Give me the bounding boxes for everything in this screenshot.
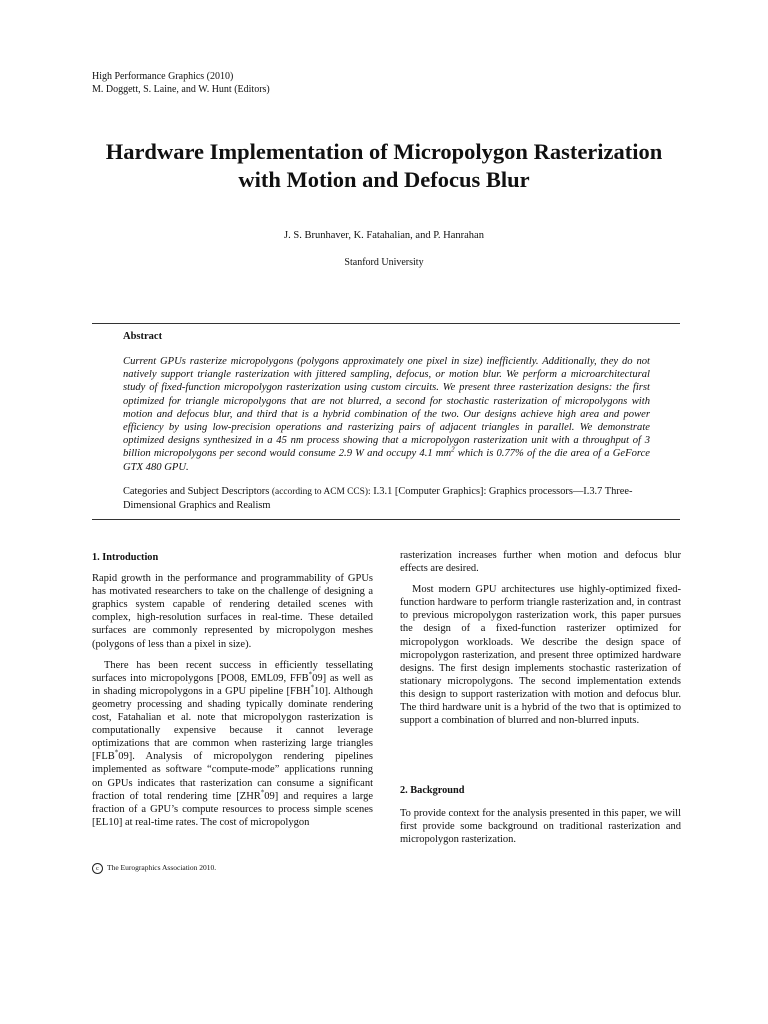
abstract-top-rule (92, 323, 680, 324)
editors-header: M. Doggett, S. Laine, and W. Hunt (Editors) (92, 84, 270, 95)
abstract-tail-text: which is 0.77% of the die area of a GeForce GTX 480 GPU. (123, 448, 651, 473)
intro-p2-part-b: 09] as well as in shading micropolygons in a GPU pipeline [FBH (92, 672, 373, 697)
right-paragraph-1: rasterization increases further when motion and defocus blur effects are desired. (400, 550, 681, 575)
categories-descriptors (123, 485, 663, 512)
citation-superscript: * (114, 748, 119, 757)
citation-superscript: * (260, 788, 265, 797)
intro-paragraph-1: Rapid growth in the performance and programmability of GPUs has motivated researchers to take on the challenge of designing a graphics system capable of rendering detailed scenes with complex, high-resolution surfaces in real-time. These detailed surfaces are commonly represented by micropolygon meshes (polygons of less than a pixel in size). (92, 573, 373, 650)
citation-superscript: * (308, 670, 313, 679)
authors: J. S. Brunhaver, K. Fatahalian, and P. Hanrahan (284, 230, 484, 241)
copyright-icon: c (92, 863, 103, 874)
introduction-heading: 1. Introduction (92, 552, 159, 563)
categories-qualifier: (according to ACM CCS): (271, 487, 371, 497)
copyright-footer (92, 863, 216, 874)
intro-p2-part-c: 10]. Although geometry processing and shading typically dominate rendering cost, Fatahalian et al. note that micropolygon rasterization is computationally expensive because it cannot leverage optimizations that are common when rasterizing large triangles [FLB (92, 685, 373, 763)
citation-superscript: * (310, 683, 314, 692)
left-column (92, 551, 373, 837)
abstract-bottom-rule (92, 519, 680, 520)
intro-paragraph-2 (92, 659, 373, 829)
background-heading: 2. Background (400, 785, 465, 796)
intro-p2-part-e: 09] and requires a large fraction of a GPU’s compute resources to process simple scenes [EL10] at real-time rates. The cost of micropolygon (92, 790, 373, 828)
intro-p2-part-a: There has been recent success in efficiently tessellating surfaces into micropolygons [PO08, EML09, FFB (92, 659, 373, 684)
title-line-1: Hardware Implementation of Micropolygon Rasterization (105, 139, 663, 164)
background-paragraph-1: To provide context for the analysis presented in this paper, we will first provide some background on traditional rasterization and micropolygon rasterization. (400, 808, 681, 846)
right-paragraph-2: Most modern GPU architectures use highly-optimized fixed-function hardware to perform triangle rasterization and, in contrast to previous micropolygon rasterization work, this paper pursues the design of a fixed-function rasterizer optimized for micropolygon workloads. We describe the design space of micropolygon rasterization, and present three optimized hardware designs. The first design implements stochastic rasterization of stationary micropolygons. The second implementation extends this design to support rasterization with motion and defocus blur. The third hardware unit is a hybrid of the two that is optimized to support a combination of blurred and non-blurred inputs. (400, 584, 681, 727)
abstract-text (123, 355, 650, 474)
background-section (400, 784, 681, 854)
categories-label: Categories and Subject Descriptors (123, 486, 270, 497)
affiliation: Stanford University (344, 257, 424, 268)
abstract-main-text: Current GPUs rasterize micropolygons (polygons approximately one pixel in size) inefficiently. Additionally, they do not natively support triangle rasterization with jittered sampling, defocus, or motion blur. We perform a microarchitectural study of fixed-function micropolygon rasterization using custom circuits. We present three rasterization designs: the first optimized for triangle micropolygons that are not blurred, a second for stochastic rasterization of micropolygons with motion and defocus blur, and third that is a hybrid combination of the two. Our designs achieve high area and power efficiency by using low-precision operations and rasterizing pairs of adjacent triangles in parallel. We demonstrate optimized designs synthesized in a 45 nm process showing that a micropolygon rasterization unit with a throughput of 3 billion micropolygons per second would consume 2.9 W and occupy 4.1 mm (123, 356, 650, 460)
area-unit-superscript: 2 (451, 445, 455, 454)
categories-text: I.3.1 [Computer Graphics]: Graphics processors—I.3.7 Three-Dimensional Graphics and Realism (123, 486, 633, 512)
copyright-text: The Eurographics Association 2010. (107, 863, 217, 873)
intro-p2-part-d: 09]. Analysis of micropolygon rendering pipelines implemented as software “compute-mode” applications running on GPUs indicates that rasterization can consume a significant fraction of total rendering time [ZHR (92, 751, 373, 802)
paper-title (60, 138, 708, 194)
title-line-2: with Motion and Defocus Blur (238, 167, 530, 192)
abstract-heading: Abstract (123, 331, 163, 342)
right-column (400, 549, 681, 735)
journal-header: High Performance Graphics (2010) (92, 71, 234, 82)
